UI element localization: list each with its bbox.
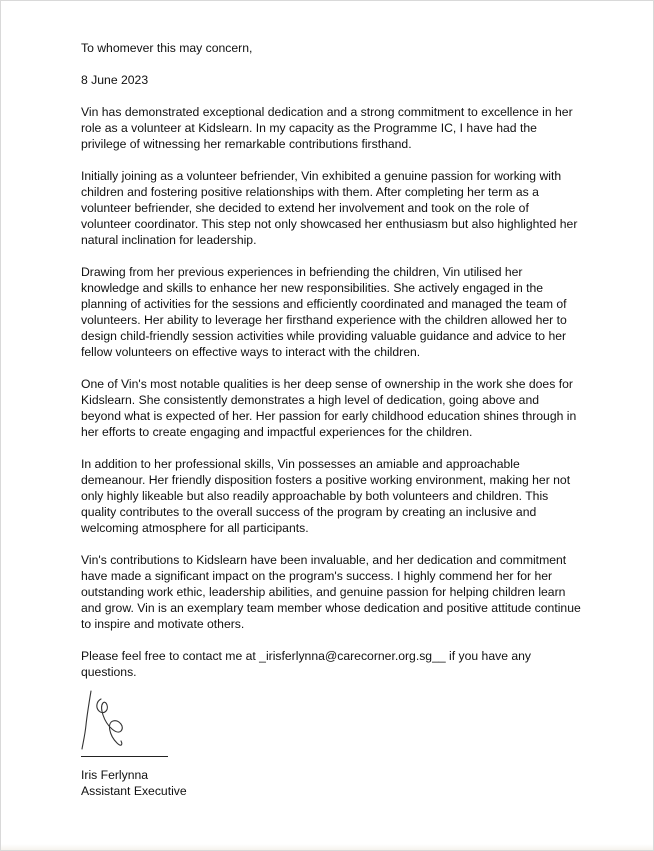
contact-line: Please feel free to contact me at _irisferlynna@carecorner.org.sg__ if you have any	[81, 649, 532, 663]
paragraph-line: design child-friendly session activities while providing valuable guidance and advice to her	[81, 329, 567, 343]
paragraph-line: Initially joining as a volunteer befriender, Vin exhibited a genuine passion for working with	[81, 169, 562, 183]
paragraph-line: only highly likeable but also readily approachable by both volunteers and children. This	[81, 489, 549, 503]
paragraph-line: One of Vin's most notable qualities is her deep sense of ownership in the work she does for	[81, 377, 573, 391]
paragraph-line: children and fostering positive relationships with them. After completing her term as a	[81, 185, 539, 199]
letter-body	[81, 40, 581, 680]
paragraph-line: volunteer befriender, she decided to extend her involvement and took on the role of	[81, 201, 529, 215]
paragraph-line: Kidslearn. She consistently demonstrates a high level of dedication, going above and	[81, 393, 540, 407]
paragraph-line: In addition to her professional skills, Vin possesses an amiable and approachable	[81, 457, 520, 471]
paragraph-line: her efforts to create engaging and impactful experiences for the children.	[81, 425, 473, 439]
paragraph-line: Drawing from her previous experiences in befriending the children, Vin utilised her	[81, 265, 523, 279]
paragraph-line: role as a volunteer at Kidslearn. In my capacity as the Programme IC, I have had the	[81, 121, 537, 135]
paragraph-line: welcoming atmosphere for all participants.	[81, 521, 309, 535]
paragraph-3	[81, 264, 581, 360]
paragraph-line: planning of activities for the sessions and efficiently coordinated and managed the team of	[81, 297, 567, 311]
paragraph-line: outstanding work ethic, leadership abilities, and genuine passion for helping children learn	[81, 585, 566, 599]
contact-line: questions.	[81, 665, 137, 679]
paragraph-2	[81, 168, 581, 248]
paragraph-5	[81, 456, 581, 536]
signer-title: Assistant Executive	[81, 784, 187, 798]
paragraph-line: to inspire and motivate others.	[81, 617, 245, 631]
page-bottom-edge	[1, 844, 653, 850]
signature-line	[81, 756, 168, 757]
paragraph-line: fellow volunteers on effective ways to interact with the children.	[81, 345, 421, 359]
salutation: To whomever this may concern,	[81, 41, 253, 55]
handwritten-signature	[77, 685, 167, 755]
paragraph-line: demeanour. Her friendly disposition fosters a positive working environment, making her not	[81, 473, 571, 487]
paragraph-4	[81, 376, 581, 440]
paragraph-line: Vin has demonstrated exceptional dedication and a strong commitment to excellence in her	[81, 105, 573, 119]
signer-name: Iris Ferlynna	[81, 768, 149, 782]
paragraph-line: have made a significant impact on the program's success. I highly commend her for her	[81, 569, 553, 583]
paragraph-line: volunteers. Her ability to leverage her firsthand experience with the children allowed her to	[81, 313, 567, 327]
paragraph-line: and grow. Vin is an exemplary team member whose dedication and positive attitude continue	[81, 601, 581, 615]
paragraph-line: Vin's contributions to Kidslearn have been invaluable, and her dedication and commitment	[81, 553, 567, 567]
paragraph-line: privilege of witnessing her remarkable contributions firsthand.	[81, 137, 412, 151]
paragraph-line: quality contributes to the overall success of the program by creating an inclusive and	[81, 505, 537, 519]
paragraph-line: volunteer coordinator. This step not only showcased her enthusiasm but also highlighted her	[81, 217, 578, 231]
paragraph-line: knowledge and skills to enhance her new responsibilities. She actively engaged in the	[81, 281, 544, 295]
paragraph-line: natural inclination for leadership.	[81, 233, 257, 247]
paragraph-6	[81, 552, 581, 632]
letter-date: 8 June 2023	[81, 73, 149, 87]
paragraph-1	[81, 104, 581, 152]
paragraph-line: beyond what is expected of her. Her passion for early childhood education shines through in	[81, 409, 577, 423]
contact-paragraph	[81, 648, 581, 680]
